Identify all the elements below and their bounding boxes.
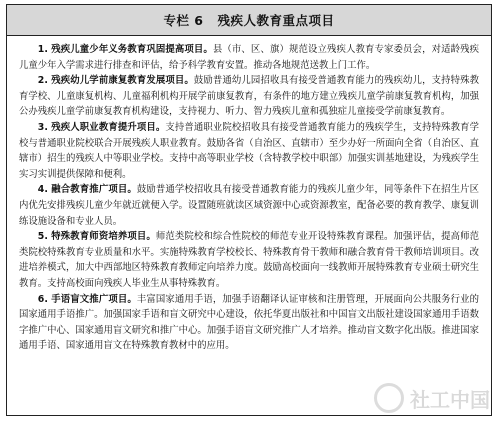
- project-title: 1. 残疾儿童少年义务教育巩固提高项目。: [37, 44, 213, 55]
- project-description: 支持普通职业院校招收具有接受普通教育能力的残疾学生，支持特殊教育学校与普通职业院校联合开展残疾人职业教育。鼓励各省（自治区、直辖市）至少办好一所面向全省（自治区、直辖市）招生的残疾人中等职业学校。支持中高等职业学校（含特教学校中职部）加强实训基地建设，为残疾学生实习实训提供保障和便利。: [19, 121, 479, 180]
- project-title: 3. 残疾人职业教育提升项目。: [37, 121, 166, 133]
- project-item: [19, 73, 479, 120]
- column-content: [7, 36, 491, 354]
- column-title: 残疾人教育重点项目: [217, 13, 335, 28]
- project-title: 4. 融合教育推广项目。: [37, 184, 137, 196]
- project-item: [19, 292, 479, 354]
- project-description: 师范类院校和综合性院校的师范专业开设特殊教育课程。加强评估，提高师范类院校特殊教育专业质量和水平。实施特殊教育学校校长、特殊教育骨干教师和融合教育骨干教师培训项目。改进培养模式，加大中西部地区特殊教育教师定向培养力度。鼓励高校面向一线教师开展特殊教育专业硕士研究生教育。支持高校面向残疾人毕业生从事特殊教育。: [19, 231, 479, 289]
- column-header: [7, 5, 491, 36]
- column-box: [6, 4, 492, 416]
- project-item: [19, 120, 479, 182]
- project-item: [19, 42, 479, 73]
- column-number: 专栏 6: [163, 13, 204, 28]
- project-title: 2. 残疾幼儿学前康复教育发展项目。: [37, 75, 194, 87]
- project-title: 5. 特殊教育师资培养项目。: [37, 231, 156, 243]
- watermark: [374, 383, 490, 413]
- seal-logo-icon: [374, 383, 404, 413]
- watermark-text: 社工中国: [410, 387, 490, 412]
- project-description: 鼓励普通学校招收具有接受普通教育能力的残疾儿童少年，同等条件下在招生片区内优先安排残疾儿童少年就近就便入学。设置随班就读区域资源中心或资源教室，配备必要的教育教学、康复训练设施设备和专业人员。: [19, 184, 479, 227]
- project-title: 6. 手语盲文推广项目。: [37, 293, 137, 305]
- project-description: 丰富国家通用手语，加强手语翻译认证审核和注册管理，开展面向公共服务行业的国家通用手语推广。加强国家手语和盲文研究中心建设，依托华夏出版社和中国盲文出版社建设国家通用手语数字推广中心、国家通用盲文研究和推广中心。加强手语盲文研究推广人才培养。推动盲文数字化出版。推进国家通用手语、国家通用盲文在特殊教育教材中的应用。: [19, 293, 479, 352]
- project-description: 县（市、区、旗）规范设立残疾人教育专家委员会，对适龄残疾儿童少年入学需求进行排查和评估，给予科学教育安置。推动各地规范送教上门工作。: [19, 44, 479, 71]
- project-item: [19, 182, 479, 229]
- project-item: [19, 229, 479, 291]
- project-description: 鼓励普通幼儿园招收具有接受普通教育能力的残疾幼儿，支持特殊教育学校、儿童康复机构、儿童福利机构开展学前康复教育，有条件的地方建立残疾儿童学前康复教育机构，加强公办残疾儿童学前康复教育机构建设，支持视力、听力、智力残疾儿童和孤独症儿童接受学前康复教育。: [19, 75, 479, 118]
